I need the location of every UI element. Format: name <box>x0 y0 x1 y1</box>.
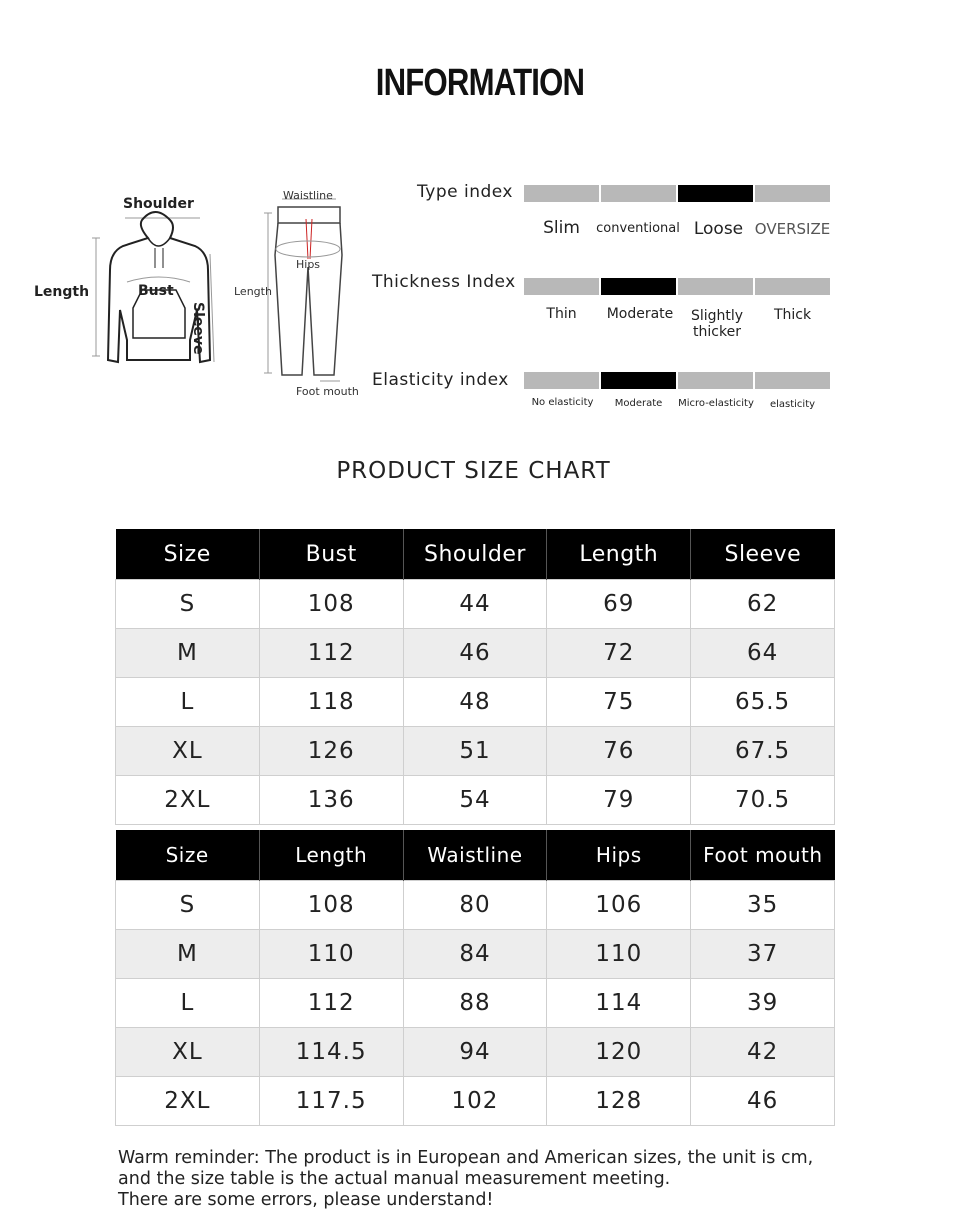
type-bar-1 <box>524 185 599 202</box>
elasticity-bar-4 <box>755 372 830 389</box>
table-cell: 79 <box>547 776 691 825</box>
table-cell: 48 <box>403 678 547 727</box>
type-option-conventional: conventional <box>596 221 680 236</box>
label-foot-mouth: Foot mouth <box>296 385 359 398</box>
table-row <box>116 776 835 825</box>
table-row <box>116 580 835 629</box>
table-cell: 110 <box>259 930 403 979</box>
type-bar-2 <box>601 185 676 202</box>
table-row <box>116 881 835 930</box>
table-cell: S <box>116 881 260 930</box>
table-row <box>116 727 835 776</box>
elasticity-option-micro: Micro-elasticity <box>678 398 754 409</box>
table-cell: 70.5 <box>691 776 835 825</box>
header-length: Length <box>259 830 403 881</box>
table-cell: 136 <box>259 776 403 825</box>
table-cell: 76 <box>547 727 691 776</box>
table-cell: 2XL <box>116 776 260 825</box>
table-cell: 62 <box>691 580 835 629</box>
table-cell: 72 <box>547 629 691 678</box>
label-bust: Bust <box>138 283 174 299</box>
header-waistline: Waistline <box>403 830 547 881</box>
table-cell: 120 <box>547 1028 691 1077</box>
table-cell: 39 <box>691 979 835 1028</box>
table-row <box>116 930 835 979</box>
table-header-row <box>116 830 835 881</box>
thickness-bar-3 <box>678 278 753 295</box>
table-cell: 117.5 <box>259 1077 403 1126</box>
table-cell: 118 <box>259 678 403 727</box>
elasticity-option-none: No elasticity <box>531 397 594 408</box>
reminder-line-1: Warm reminder: The product is in European and American sizes, the unit is cm, and the size table is the actual manual measurement meeting. <box>118 1148 814 1189</box>
table-cell: 84 <box>403 930 547 979</box>
table-cell: 88 <box>403 979 547 1028</box>
elasticity-bar-3 <box>678 372 753 389</box>
table-cell: 46 <box>691 1077 835 1126</box>
table-row <box>116 1028 835 1077</box>
warm-reminder <box>118 1148 848 1211</box>
table-cell: XL <box>116 1028 260 1077</box>
type-index-title: Type index <box>417 182 513 202</box>
label-waistline: Waistline <box>283 189 333 202</box>
header-hips: Hips <box>547 830 691 881</box>
header-sleeve: Sleeve <box>691 529 835 580</box>
elasticity-bar-1 <box>524 372 599 389</box>
type-option-loose: Loose <box>693 219 744 239</box>
table-cell: 108 <box>259 580 403 629</box>
table-cell: 80 <box>403 881 547 930</box>
table-cell: L <box>116 678 260 727</box>
reminder-line-2: There are some errors, please understand! <box>118 1190 494 1210</box>
table-cell: 35 <box>691 881 835 930</box>
table-cell: 128 <box>547 1077 691 1126</box>
table-row <box>116 629 835 678</box>
header-foot-mouth: Foot mouth <box>691 830 835 881</box>
hoodie-diagram <box>30 190 245 380</box>
table-cell: 67.5 <box>691 727 835 776</box>
type-option-oversize: OVERSIZE <box>754 220 831 238</box>
table-cell: 64 <box>691 629 835 678</box>
table-cell: XL <box>116 727 260 776</box>
pants-diagram <box>230 185 365 400</box>
thickness-option-moderate: Moderate <box>606 306 674 322</box>
table-cell: 51 <box>403 727 547 776</box>
pants-size-table <box>115 830 835 1126</box>
table-cell: 110 <box>547 930 691 979</box>
table-cell: 106 <box>547 881 691 930</box>
table-cell: 42 <box>691 1028 835 1077</box>
table-row <box>116 1077 835 1126</box>
header-length: Length <box>547 529 691 580</box>
table-cell: 114.5 <box>259 1028 403 1077</box>
table-row <box>116 979 835 1028</box>
table-cell: 75 <box>547 678 691 727</box>
table-cell: 108 <box>259 881 403 930</box>
table-header-row <box>116 529 835 580</box>
table-cell: 114 <box>547 979 691 1028</box>
table-cell: L <box>116 979 260 1028</box>
elasticity-index <box>370 370 840 420</box>
table-cell: 65.5 <box>691 678 835 727</box>
type-bar-3 <box>678 185 753 202</box>
thickness-option-slightly-thicker: Slightly thicker <box>690 308 744 340</box>
table-cell: 46 <box>403 629 547 678</box>
elasticity-option-moderate: Moderate <box>614 398 663 409</box>
table-cell: 69 <box>547 580 691 629</box>
thickness-bar-4 <box>755 278 830 295</box>
table-cell: 112 <box>259 629 403 678</box>
table-row <box>116 678 835 727</box>
elasticity-index-title: Elasticity index <box>372 370 509 390</box>
label-hips: Hips <box>296 258 321 271</box>
table-cell: 102 <box>403 1077 547 1126</box>
table-cell: 2XL <box>116 1077 260 1126</box>
thickness-option-thick: Thick <box>773 307 812 323</box>
thickness-index <box>370 272 840 347</box>
table-cell: 54 <box>403 776 547 825</box>
table-cell: S <box>116 580 260 629</box>
header-size: Size <box>116 529 260 580</box>
thickness-bar-1 <box>524 278 599 295</box>
header-shoulder: Shoulder <box>403 529 547 580</box>
tops-size-table <box>115 529 835 825</box>
type-option-slim: Slim <box>543 218 580 238</box>
type-bar-4 <box>755 185 830 202</box>
thickness-bar-2 <box>601 278 676 295</box>
table-cell: 112 <box>259 979 403 1028</box>
page-title: INFORMATION <box>375 62 585 104</box>
thickness-option-thin: Thin <box>546 306 577 322</box>
elasticity-option-elasticity: elasticity <box>769 399 816 410</box>
header-bust: Bust <box>259 529 403 580</box>
label-pants-length: Length <box>234 285 272 298</box>
label-hoodie-length: Length <box>34 284 90 300</box>
size-chart-title: PRODUCT SIZE CHART <box>336 458 611 484</box>
elasticity-bar-2 <box>601 372 676 389</box>
thickness-index-title: Thickness Index <box>372 272 516 292</box>
table-cell: M <box>116 930 260 979</box>
label-shoulder: Shoulder <box>123 196 194 212</box>
label-sleeve: Sleeve <box>190 302 206 355</box>
table-cell: 94 <box>403 1028 547 1077</box>
type-index <box>370 180 840 250</box>
table-cell: 37 <box>691 930 835 979</box>
header-size: Size <box>116 830 260 881</box>
table-cell: 44 <box>403 580 547 629</box>
table-cell: 126 <box>259 727 403 776</box>
table-cell: M <box>116 629 260 678</box>
